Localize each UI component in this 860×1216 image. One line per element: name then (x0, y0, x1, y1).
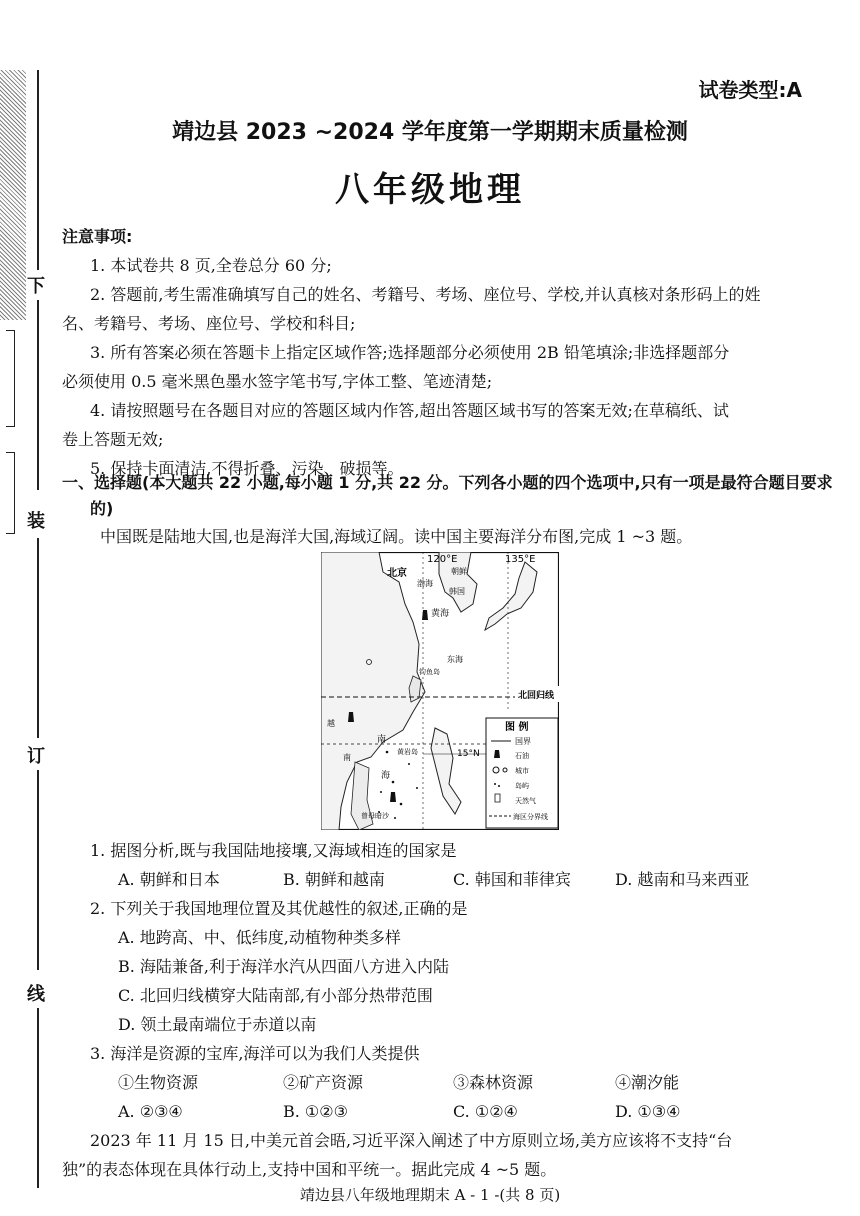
map-label-east-sea: 东海 (447, 655, 463, 664)
q2-option-a: A. 地跨高、中、低纬度,动植物种类多样 (118, 928, 401, 947)
map-label-sea: 海 (381, 771, 391, 781)
map-label-south: 南 (377, 735, 387, 745)
q1-option-b: B. 朝鲜和越南 (283, 870, 385, 889)
q2-option-b: B. 海陆兼备,利于海洋水汽从四面八方进入内陆 (118, 957, 450, 976)
notice-block (62, 222, 822, 483)
q2-option-d: D. 领土最南端位于赤道以南 (118, 1015, 317, 1034)
q2-stem: 2. 下列关于我国地理位置及其优越性的叙述,正确的是 (90, 899, 468, 918)
q3-items (62, 1068, 822, 1097)
notice-item-cont: 名、考籍号、考场、座位号、学校和科目; (62, 314, 356, 333)
lon-120-label: 120°E (427, 554, 458, 565)
legend-item: 天然气 (515, 797, 536, 805)
q3-option-c: C. ①②④ (453, 1102, 518, 1121)
section-intro: 中国既是陆地大国,也是海洋大国,海域辽阔。读中国主要海洋分布图,完成 1 ~3 题。 (100, 527, 693, 546)
notice-heading: 注意事项: (62, 227, 133, 246)
margin-line (37, 1008, 39, 1188)
map-label-viet: 越 (327, 719, 335, 728)
passage-line: 2023 年 11 月 15 日,中美元首会晤,习近平深入阐述了中方原则立场,美方应该将不支持“台 (90, 1131, 733, 1150)
notice-item: 1. 本试卷共 8 页,全卷总分 60 分; (90, 256, 332, 275)
notice-item: 2. 答题前,考生需准确填写自己的姓名、考籍号、考场、座位号、学校,并认真核对条形码上的姓 (90, 285, 761, 304)
q2-option-c: C. 北回归线横穿大陆南部,有小部分热带范围 (118, 986, 433, 1005)
map-label-nam: 南 (343, 753, 351, 762)
paper-type: 试卷类型:A (698, 78, 802, 102)
notice-item: 5. 保持卡面清洁,不得折叠、污染、破损等。 (90, 459, 404, 478)
page-footer: 靖边县八年级地理期末 A - 1 -(共 8 页) (299, 1186, 561, 1204)
margin-label-zhuang: 装 (27, 505, 45, 535)
legend-item: 石油 (515, 752, 529, 760)
lat-15-label: 15°N (457, 749, 480, 759)
q3-options (62, 1097, 822, 1126)
q3-option-d: D. ①③④ (615, 1102, 681, 1121)
legend-item: 海区分界线 (513, 813, 548, 821)
passage-line: 独”的表态体现在具体行动上,支持中国和平统一。据此完成 4 ~5 题。 (62, 1160, 557, 1179)
map-label-beijing: 北京 (387, 568, 407, 579)
q1-option-c: C. 韩国和菲律宾 (453, 870, 571, 889)
subject-title: 八年级地理 (335, 170, 525, 210)
q1-stem: 1. 据图分析,既与我国陆地接壤,又海域相连的国家是 (90, 841, 457, 860)
section-heading: 一、选择题(本大题共 22 小题,每小题 1 分,共 22 分。下列各小题的四个选项中,只有一项是最符合题目要求的) (62, 473, 833, 518)
q3-option-a: A. ②③④ (118, 1102, 183, 1121)
legend-item: 城市 (515, 767, 529, 775)
legend-item: 国界 (515, 737, 531, 746)
margin-label-ding: 订 (27, 740, 45, 770)
legend-item: 岛屿 (515, 782, 529, 790)
notice-item-cont: 必须使用 0.5 毫米黑色墨水签字笔书写,字体工整、笔迹清楚; (62, 372, 493, 391)
margin-line (37, 770, 39, 970)
q3-option-b: B. ①②③ (283, 1102, 348, 1121)
tropic-label: 北回归线 (518, 691, 555, 701)
q3-item-1: ①生物资源 (118, 1073, 199, 1092)
margin-bracket (6, 330, 15, 427)
map-label-yellow-sea: 黄海 (431, 609, 450, 619)
map-label-bohai: 渤海 (417, 579, 433, 588)
margin-bracket (6, 452, 15, 534)
margin-label-xian: 线 (27, 978, 45, 1008)
map-label-zengmu: 曾母暗沙 (361, 812, 389, 820)
q1-option-d: D. 越南和马来西亚 (615, 870, 750, 889)
notice-item: 3. 所有答案必须在答题卡上指定区域作答;选择题部分必须使用 2B 铅笔填涂;非选择题部分 (90, 343, 730, 362)
margin-label-xia: 下 (27, 270, 45, 300)
legend-title: 图 例 (505, 722, 529, 733)
q3-item-2: ②矿产资源 (283, 1073, 364, 1092)
notice-item: 4. 请按照题号在各题目对应的答题区域内作答,超出答题区域书写的答案无效;在草稿纸、试 (90, 401, 729, 420)
question-block (62, 836, 822, 1184)
map-label-korea-north: 朝鲜 (451, 567, 467, 576)
china-seas-map (321, 552, 559, 830)
q1-options (62, 865, 822, 894)
q3-stem: 3. 海洋是资源的宝库,海洋可以为我们人类提供 (90, 1044, 420, 1063)
map-label-korea-south: 韩国 (449, 587, 465, 596)
notice-item-cont: 卷上答题无效; (62, 430, 164, 449)
map-legend (486, 718, 558, 828)
q1-option-a: A. 朝鲜和日本 (118, 870, 220, 889)
margin-line (37, 538, 39, 738)
q3-item-4: ④潮汐能 (615, 1073, 680, 1092)
exam-title: 靖边县 2023 ~2024 学年度第一学期期末质量检测 (172, 120, 688, 145)
map-label-diaoyu: 钓鱼岛 (419, 668, 440, 676)
margin-line (37, 295, 39, 490)
q3-item-3: ③森林资源 (453, 1073, 534, 1092)
lon-135-label: 135°E (505, 554, 536, 565)
map-label-huangyan: 黄岩岛 (397, 748, 418, 756)
